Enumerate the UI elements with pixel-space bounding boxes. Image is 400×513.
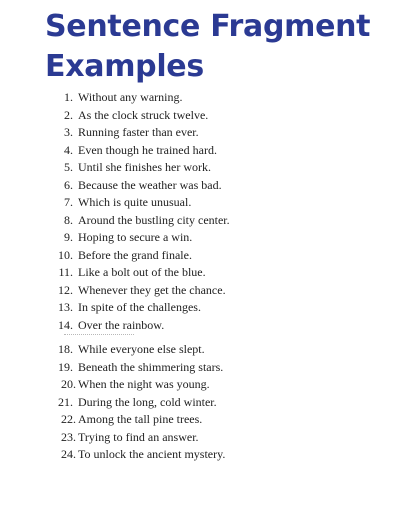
item-text: To unlock the ancient mystery. [78,447,226,461]
item-text: Among the tall pine trees. [78,412,203,426]
item-number: 6. [64,177,73,192]
fragment-list [0,89,400,464]
item-number: 22. [61,412,76,426]
item-number: 13. [58,300,73,314]
list-item [0,194,400,212]
item-number: 18. [58,342,73,356]
list-item [0,212,400,230]
item-number: 19. [58,359,73,374]
item-text: While everyone else slept. [78,342,205,356]
item-text: Trying to find an answer. [78,429,199,444]
item-number: 24. [61,447,76,461]
list-item [0,282,400,300]
item-number: 3. [64,125,73,139]
item-text: Running faster than ever. [78,125,199,139]
item-text: Until she finishes her work. [78,160,211,174]
list-item [0,142,400,160]
item-text: Whenever they get the chance. [78,282,226,297]
list-item [0,446,400,464]
page-title: Sentence Fragment Examples [45,9,371,84]
item-text: During the long, cold winter. [78,394,217,409]
list-item [0,429,400,447]
item-text: Around the bustling city center. [78,212,230,227]
item-text: Without any warning. [78,90,183,104]
list-item [0,264,400,282]
list-item [0,124,400,142]
item-number: 10. [58,247,73,262]
list-item [0,376,400,394]
list-item [0,341,400,359]
item-text: Beneath the shimmering stars. [78,359,224,374]
list-item [0,89,400,107]
item-number: 5. [64,160,73,174]
list-item [0,247,400,265]
item-number: 8. [64,212,73,227]
list-item [0,317,400,335]
item-number: 1. [64,90,73,104]
item-number: 9. [64,230,73,244]
item-number: 2. [64,107,73,122]
list-item [0,299,400,317]
list-item [0,229,400,247]
item-number: 23. [61,429,76,444]
cropped-line-remnant [64,334,134,337]
item-number: 14. [58,317,73,332]
list-item [0,359,400,377]
list-item [0,411,400,429]
list-item [0,177,400,195]
list-item [0,394,400,412]
item-number: 7. [64,195,73,209]
item-number: 21. [58,394,73,409]
cropped-gap [0,334,400,341]
item-text: In spite of the challenges. [78,300,201,314]
item-text: When the night was young. [78,377,210,391]
list-item [0,159,400,177]
item-number: 20. [61,377,76,391]
item-text: As the clock struck twelve. [78,107,209,122]
item-number: 12. [58,282,73,297]
item-text: Before the grand finale. [78,247,192,262]
list-item [0,107,400,125]
item-number: 11. [58,265,73,279]
item-text: Hoping to secure a win. [78,230,193,244]
item-text: Like a bolt out of the blue. [78,265,206,279]
item-text: Which is quite unusual. [78,195,192,209]
item-number: 4. [64,142,73,157]
item-text: Over the rainbow. [78,317,165,332]
item-text: Because the weather was bad. [78,177,222,192]
item-text: Even though he trained hard. [78,142,217,157]
